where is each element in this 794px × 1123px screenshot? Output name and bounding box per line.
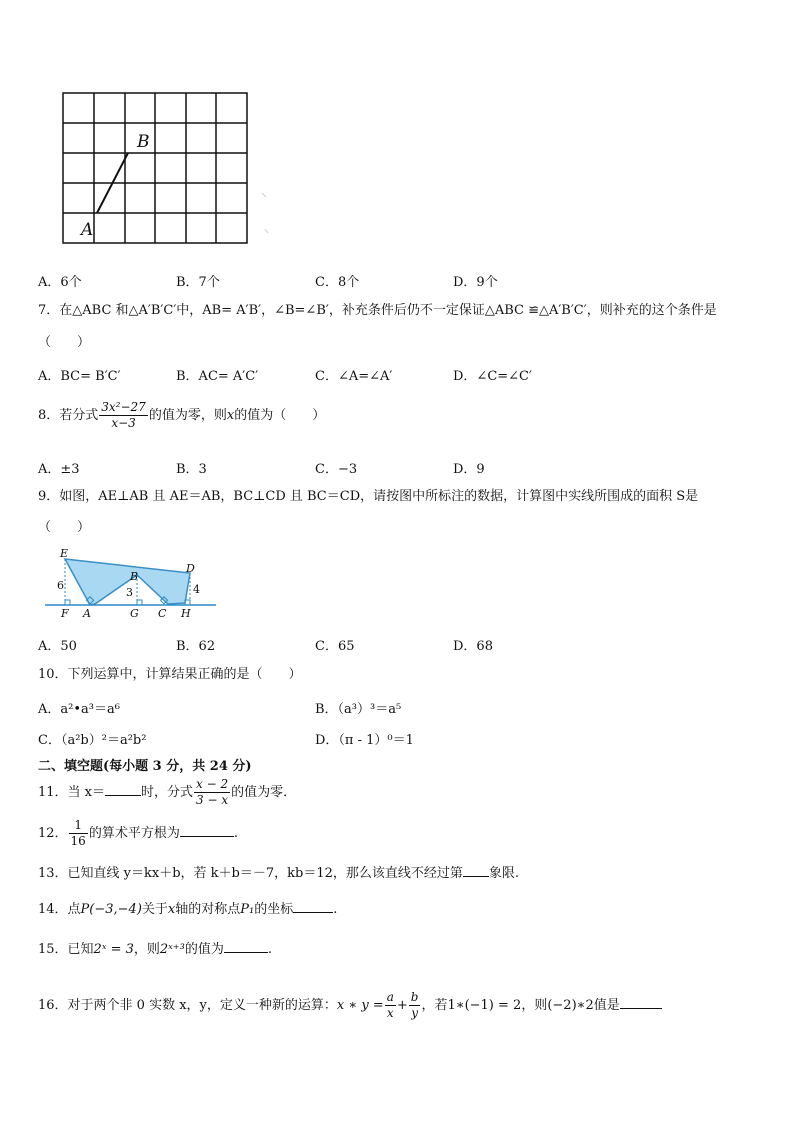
fig-label-c: C: [158, 607, 167, 620]
q8-prefix: 8．若分式: [38, 408, 99, 423]
q6-option-b: B．7个: [176, 275, 220, 290]
q15-expr2: 2ˣ⁺³: [159, 942, 185, 957]
q7-option-b: B．AC= A′C′: [176, 369, 259, 384]
q7-option-d: D．∠C=∠C′: [453, 369, 532, 384]
fig-num-4: 4: [193, 583, 200, 596]
q9-option-b: B．62: [176, 639, 216, 654]
grid-figure: [55, 85, 280, 250]
fig-label-f: F: [61, 607, 69, 620]
fig-label-h: H: [181, 607, 191, 620]
q8-suffix2: 的值为（ ）: [234, 408, 326, 423]
q10-option-b: B．（a³）³＝a⁵: [315, 702, 402, 717]
q10-option-a: A．a²•a³＝a⁶: [38, 702, 120, 717]
q9-figure: [40, 545, 220, 620]
label-b: B: [137, 132, 150, 152]
q9-paren: （ ）: [38, 520, 91, 535]
fig-num-3: 3: [126, 586, 133, 599]
q8-option-c: C．−3: [315, 462, 358, 477]
fig-label-a: A: [83, 607, 91, 620]
fig-num-6: 6: [57, 579, 64, 592]
q8-option-b: B．3: [176, 462, 207, 477]
q16-fraction-a: $\frac{a}{x}$: [386, 990, 394, 1020]
q6-option-a: A．6个: [38, 275, 82, 290]
q15-line: 15．已知2ˣ = 3，则2ˣ⁺³的值为 .: [38, 942, 273, 957]
label-a: A: [81, 220, 94, 240]
q9-option-a: A．50: [38, 639, 77, 654]
q15-expr1: 2ˣ = 3: [93, 942, 134, 957]
fig-label-e: E: [60, 547, 69, 560]
q14-point: P(−3,−4): [80, 902, 142, 917]
fig-label-b: B: [130, 570, 139, 583]
q7-paren: （ ）: [38, 335, 91, 350]
q9-option-d: D．68: [453, 639, 493, 654]
q12-fraction: $\frac{1}{16}$: [70, 818, 86, 848]
q11-blank[interactable]: [105, 783, 141, 796]
q12-blank[interactable]: [180, 824, 234, 837]
fig-label-g: G: [130, 607, 139, 620]
q8-option-d: D．9: [453, 462, 485, 477]
q14-line: 14．点P(−3,−4)关于x轴的对称点P₁的坐标 .: [38, 902, 338, 917]
q12-line: 12． $\frac{1}{16}$ 的算术平方根为 .: [38, 818, 238, 848]
q8-fraction: $\frac{\text{3x²−27}}{x-3}$: [101, 400, 146, 430]
q9-text: 9．如图，AE⊥AB 且 AE＝AB，BC⊥CD 且 BC＝CD，请按图中所标注的数据，计算图中实线所围成的面积 S是: [38, 489, 699, 504]
q15-blank[interactable]: [224, 940, 268, 953]
q16-fraction-b: $\frac{b}{y}$: [410, 990, 419, 1020]
q11-fraction: $\frac{x - 2}{3 - x}$: [196, 777, 229, 807]
q13-line: 13．已知直线 y＝kx＋b，若 k＋b＝－7，kb＝12，那么该直线不经过第 象限.: [38, 866, 520, 881]
q8-suffix: 的值为零，则: [148, 408, 227, 423]
q7-option-a: A．BC= B′C′: [38, 369, 121, 384]
q16-line: 16．对于两个非 0 实数 x，y，定义一种新的运算：x ∗ y = $\frac{a}{x}$ + $\frac{b}{y}$ ，若1∗(−1) = 2，则(−2)∗2值是: [38, 990, 662, 1021]
q13-blank[interactable]: [463, 864, 489, 877]
q8-line: [38, 400, 325, 431]
q6-option-c: C．8个: [315, 275, 360, 290]
q16-blank[interactable]: [620, 996, 662, 1009]
q7-option-c: C．∠A=∠A′: [315, 369, 393, 384]
q10-option-d: D．（π - 1）⁰＝1: [315, 733, 414, 748]
q6-option-d: D．9个: [453, 275, 498, 290]
q14-blank[interactable]: [293, 900, 333, 913]
q7-text: 7．在△ABC 和△A′B′C′中，AB= A′B′，∠B=∠B′，补充条件后仍不一定保证△ABC ≌△A′B′C′，则补充的这个条件是: [38, 303, 717, 318]
q11-line: 11．当 x＝ 时，分式 $\frac{x - 2}{3 - x}$ 的值为零．: [38, 777, 297, 807]
q8-option-a: A．±3: [38, 462, 80, 477]
q10-text: 10．下列运算中，计算结果正确的是（ ）: [38, 667, 302, 682]
q9-option-c: C．65: [315, 639, 355, 654]
q10-option-c: C．（a²b）²＝a²b²: [38, 733, 147, 748]
q8-var: x: [226, 408, 235, 423]
section-title-fill-in: 二、填空题(每小题 3 分，共 24 分): [38, 759, 252, 774]
fig-label-d: D: [186, 562, 195, 575]
